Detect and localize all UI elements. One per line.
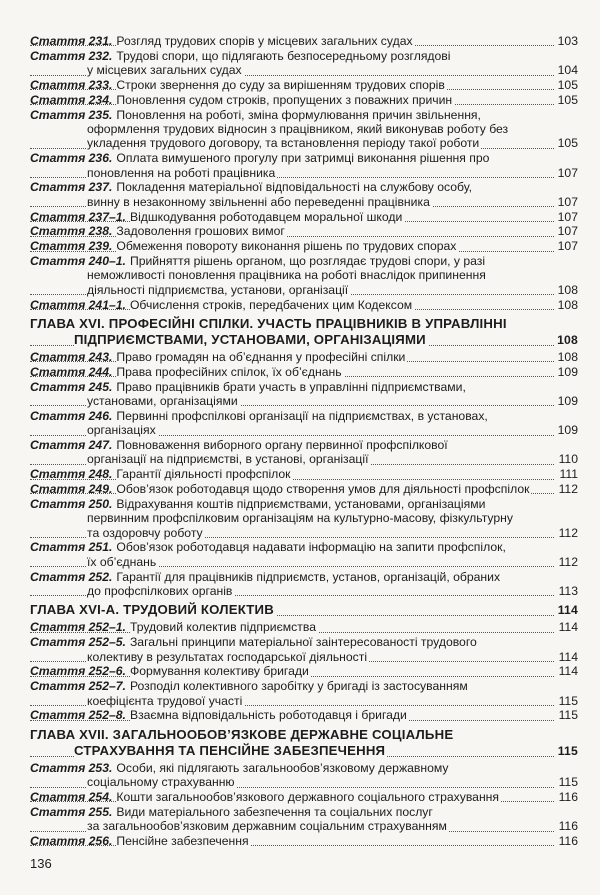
page-ref: 114	[558, 664, 578, 679]
toc-entry	[30, 482, 578, 496]
page-ref: 116	[558, 819, 578, 834]
toc-entry	[30, 108, 578, 151]
toc-entry	[30, 380, 578, 409]
page-ref: 103	[557, 34, 578, 48]
entry-title-line: поновлення на роботі працівника	[87, 165, 276, 180]
page-ref: 108	[557, 350, 578, 365]
entry-title-line: Пенсійне забезпечення	[116, 834, 249, 849]
toc-entry	[30, 620, 578, 634]
page-ref: 108	[557, 282, 578, 297]
article-label: Стаття 248.	[30, 467, 113, 482]
table-of-contents	[30, 34, 578, 849]
article-label: Стаття 252–7.	[30, 679, 126, 694]
toc-entry	[30, 180, 578, 209]
entry-title-line: Гарантії для працівників підприємств, установ, організацій, обраних	[116, 569, 501, 584]
entry-title-line: Розподіл колективного заробітку у бригаді із застосуванням	[129, 679, 468, 694]
article-label: Стаття 256.	[30, 834, 113, 849]
entry-title-line: Повноваження виборного органу первинної профспілкової	[116, 438, 448, 453]
article-label: Стаття 243.	[30, 350, 113, 365]
chapter-title-line: ГЛАВА XVI-А. ТРУДОВИЙ КОЛЕКТИВ	[30, 602, 274, 618]
page-ref: 109	[557, 394, 578, 409]
toc-entry	[30, 761, 578, 790]
entry-title-line: Обчислення строків, передбачених цим Кодексом	[129, 297, 413, 312]
entry-title-line: Розгляд трудових спорів у місцевих загальних судах	[116, 34, 413, 48]
entry-title-line: неможливості поновлення працівника на роботі внаслідок припинення	[87, 268, 486, 283]
page-ref: 107	[557, 224, 578, 239]
page-ref: 104	[557, 63, 578, 78]
page-ref: 107	[557, 239, 578, 254]
toc-entry	[30, 224, 578, 238]
entry-title-line: Відшкодування роботодавцем моральної шкоди	[129, 209, 403, 224]
article-label: Стаття 251.	[30, 540, 113, 555]
article-label: Стаття 252–5.	[30, 635, 126, 650]
article-label: Стаття 239.	[30, 239, 113, 254]
toc-entry	[30, 708, 578, 722]
article-label: Стаття 252.	[30, 569, 113, 584]
toc-entry	[30, 664, 578, 678]
toc-entry	[30, 540, 578, 569]
toc-entry	[30, 467, 578, 481]
page-ref: 115	[558, 708, 578, 723]
toc-entry	[30, 49, 578, 78]
toc-entry	[30, 151, 578, 180]
entry-title-line: Строки звернення до суду за вирішенням трудових спорів	[116, 78, 445, 92]
article-label: Стаття 252–1.	[30, 620, 126, 635]
entry-title-line: соціальному страхуванню	[87, 775, 235, 790]
page-ref: 105	[557, 92, 578, 107]
toc-entry	[30, 298, 578, 312]
toc-entry	[30, 679, 578, 708]
page-ref: 112	[558, 554, 578, 569]
page-ref: 107	[557, 194, 578, 209]
article-label: Стаття 231.	[30, 34, 113, 48]
page-ref: 107	[557, 165, 578, 180]
entry-title-line: Задоволення грошових вимог	[116, 224, 285, 239]
entry-title-line: коефіцієнта трудової участі	[87, 693, 243, 708]
entry-title-line: Права професійних спілок, їх об’єднань	[116, 364, 342, 379]
article-label: Стаття 252–6.	[30, 664, 126, 679]
entry-title-line: Загальні принципи матеріальної заінтересованості трудового	[129, 635, 477, 650]
entry-title-line: Обов’язок роботодавця щодо створення умов для діяльності профспілок	[116, 482, 530, 497]
chapter-heading	[30, 727, 578, 759]
page-ref: 108	[557, 333, 578, 348]
chapter-title-line: ГЛАВА XVII. ЗАГАЛЬНООБОВ’ЯЗКОВЕ ДЕРЖАВНЕ СОЦІАЛЬНЕ	[30, 726, 454, 742]
toc-entry	[30, 438, 578, 467]
toc-entry	[30, 78, 578, 92]
entry-title-line: Поновлення судом строків, пропущених з поважних причин	[116, 92, 453, 107]
toc-entry	[30, 239, 578, 253]
article-label: Стаття 234.	[30, 92, 113, 107]
article-label: Стаття 236.	[30, 151, 113, 166]
entry-title-line: Поновлення на роботі, зміна формулювання причин звільнення,	[116, 107, 481, 122]
article-label: Стаття 241–1.	[30, 297, 126, 312]
entry-title-line: колективу в результатах господарської діяльності	[87, 649, 368, 664]
entry-title-line: Обов’язок роботодавця надавати інформацію на запити профспілок,	[116, 540, 506, 555]
entry-title-line: Обмеження повороту виконання рішень по трудових спорах	[116, 239, 457, 254]
chapter-heading	[30, 316, 578, 348]
entry-title-line: до профспілкових органів	[87, 584, 233, 599]
entry-title-line: діяльності підприємства, установи, організації	[87, 282, 349, 297]
entry-title-line: та оздоровчу роботу	[87, 525, 203, 540]
article-label: Стаття 254.	[30, 790, 113, 805]
chapter-title-line: ГЛАВА XVI. ПРОФЕСІЙНІ СПІЛКИ. УЧАСТЬ ПРАЦІВНИКІВ В УПРАВЛІННІ	[30, 316, 507, 332]
entry-title-line: Трудовий колектив підприємства	[129, 620, 316, 635]
entry-title-line: у місцевих загальних судах	[87, 63, 242, 78]
entry-title-line: Відрахування коштів підприємствами, установами, організаціями	[116, 496, 486, 511]
article-label: Стаття 245.	[30, 379, 113, 394]
page-ref: 115	[557, 743, 578, 758]
toc-entry	[30, 365, 578, 379]
page-number: 136	[30, 856, 52, 871]
article-label: Стаття 237–1.	[30, 209, 126, 224]
article-label: Стаття 244.	[30, 364, 113, 379]
entry-title-line: первинним профспілковим організаціям на культурно-масову, фізкультурну	[87, 511, 513, 526]
article-label: Стаття 247.	[30, 438, 113, 453]
page-ref: 109	[557, 364, 578, 379]
entry-title-line: організації на підприємстві, в установі, організації	[87, 452, 369, 467]
entry-title-line: Види матеріального забезпечення та соціальних послуг	[116, 804, 433, 819]
page-ref: 105	[557, 78, 578, 92]
entry-title-line: Гарантії діяльності профспілок	[116, 467, 291, 482]
toc-entry	[30, 790, 578, 804]
page-ref: 110	[558, 452, 578, 467]
article-label: Стаття 232.	[30, 48, 113, 63]
page-ref: 112	[558, 482, 578, 497]
entry-title-line: їх об’єднань	[87, 554, 157, 569]
page-ref: 115	[558, 775, 578, 790]
article-label: Стаття 252–8.	[30, 708, 126, 723]
toc-entry	[30, 254, 578, 297]
toc-entry	[30, 93, 578, 107]
toc-entry	[30, 409, 578, 438]
toc-entry	[30, 210, 578, 224]
page-ref: 115	[558, 693, 578, 708]
toc-entry	[30, 34, 578, 48]
page-ref: 114	[558, 620, 578, 635]
entry-title-line: Право громадян на об’єднання у професійні спілки	[116, 350, 406, 365]
toc-entry	[30, 350, 578, 364]
article-label: Стаття 240–1.	[30, 254, 126, 268]
page-ref: 112	[558, 525, 578, 540]
article-label: Стаття 237.	[30, 180, 113, 195]
page-ref: 114	[558, 649, 578, 664]
toc-entry	[30, 805, 578, 834]
page-ref: 108	[557, 297, 578, 312]
entry-title-line: Прийняття рішень органом, що розглядає трудові спори, у разі	[129, 254, 486, 268]
article-label: Стаття 246.	[30, 408, 113, 423]
entry-title-line: за загальнообов’язковим державним соціальним страхуванням	[87, 819, 447, 834]
entry-title-line: установами, організаціями	[87, 394, 238, 409]
toc-entry	[30, 570, 578, 599]
chapter-title-line: ПІДПРИЄМСТВАМИ, УСТАНОВАМИ, ОРГАНІЗАЦІЯМИ	[74, 332, 426, 348]
toc-entry	[30, 497, 578, 540]
page-ref: 109	[557, 423, 578, 438]
entry-title-line: Право працівників брати участь в управлінні підприємствами,	[116, 379, 466, 394]
toc-entry	[30, 635, 578, 664]
page-ref: 116	[558, 834, 578, 849]
chapter-heading	[30, 602, 578, 618]
page-ref: 105	[557, 136, 578, 151]
page-ref: 113	[558, 584, 578, 599]
entry-title-line: Формування колективу бригади	[129, 664, 309, 679]
entry-title-line: укладення трудового договору, та встановлення періоду такої роботи	[87, 136, 480, 151]
page-ref: 116	[558, 790, 578, 805]
entry-title-line: Взаємна відповідальність роботодавця і бригади	[129, 708, 407, 723]
page-ref: 107	[557, 209, 578, 224]
article-label: Стаття 249.	[30, 482, 113, 497]
entry-title-line: організаціях	[87, 423, 156, 438]
page-ref: 111	[559, 467, 578, 482]
article-label: Стаття 233.	[30, 78, 113, 92]
entry-title-line: Особи, які підлягають загальнообов’язковому державному	[116, 760, 449, 775]
article-label: Стаття 235.	[30, 107, 113, 122]
entry-title-line: Кошти загальнообов’язкового державного соціального страхування	[116, 790, 500, 805]
article-label: Стаття 253.	[30, 760, 113, 775]
entry-title-line: винну в незаконному звільненні або переведенні працівника	[87, 194, 430, 209]
entry-title-line: Оплата вимушеного прогулу при затримці виконання рішення про	[116, 151, 490, 166]
chapter-title-line: СТРАХУВАННЯ ТА ПЕНСІЙНЕ ЗАБЕЗПЕЧЕННЯ	[74, 742, 386, 758]
article-label: Стаття 255.	[30, 804, 113, 819]
entry-title-line: Покладення матеріальної відповідальності на службову особу,	[116, 180, 473, 195]
entry-title-line: оформлення трудових відносин з працівником, який виконував роботу без	[87, 122, 509, 136]
entry-title-line: Первинні профспілкові організації на підприємствах, в установах,	[116, 408, 488, 423]
entry-title-line: Трудові спори, що підлягають безпосередньому розглядові	[116, 48, 451, 63]
page-ref: 114	[557, 603, 578, 618]
article-label: Стаття 238.	[30, 224, 113, 239]
toc-entry	[30, 834, 578, 848]
article-label: Стаття 250.	[30, 496, 113, 511]
